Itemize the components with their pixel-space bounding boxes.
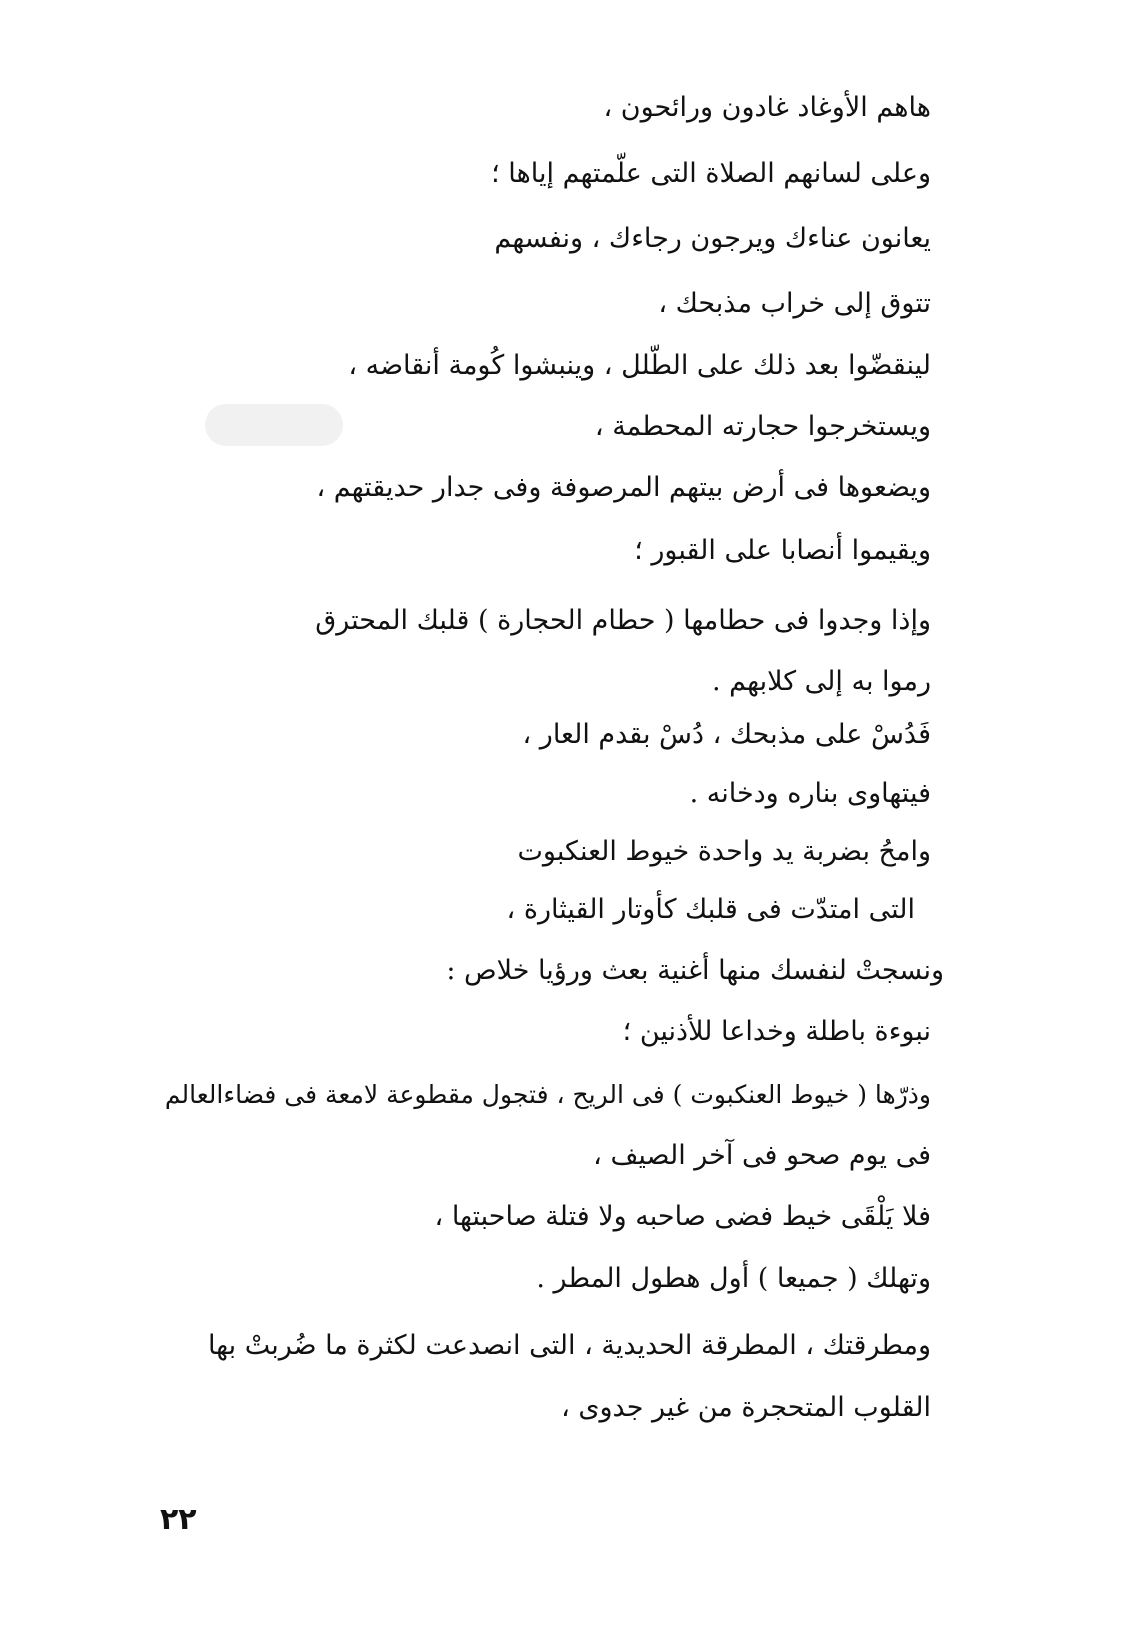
poem-line-19: فلا يَلْقَى خيط فضى صاحبه ولا فتلة صاحبتها ، (434, 1201, 931, 1232)
poem-line-13: وامحُ بضربة يد واحدة خيوط العنكبوت (517, 836, 931, 867)
poem-line-8: ويقيموا أنصابا على القبور ؛ (634, 535, 931, 566)
poem-line-7: ويضعوها فى أرض بيتهم المرصوفة وفى جدار حديقتهم ، (316, 472, 931, 503)
poem-line-3: يعانون عناءك ويرجون رجاءك ، ونفسهم (494, 223, 931, 254)
page-number: ٢٢ (160, 1502, 197, 1537)
poem-line-11: فَدُسْ على مذبحك ، دُسْ بقدم العار ، (522, 719, 931, 750)
poem-line-10: رموا به إلى كلابهم . (712, 666, 931, 697)
poem-line-20: وتهلك ( جميعا ) أول هطول المطر . (536, 1263, 931, 1294)
poem-line-12: فيتهاوى بناره ودخانه . (689, 778, 931, 809)
poem-line-14: التى امتدّت فى قلبك كأوتار القيثارة ، (506, 894, 915, 925)
poem-line-6: ويستخرجوا حجارته المحطمة ، (594, 411, 931, 442)
poem-line-5: لينقضّوا بعد ذلك على الطّلل ، وينبشوا كُومة أنقاضه ، (348, 350, 931, 381)
poem-line-21: ومطرقتك ، المطرقة الحديدية ، التى انصدعت لكثرة ما ضُربتْ بها (207, 1330, 931, 1361)
poem-line-2: وعلى لسانهم الصلاة التى علّمتهم إياها ؛ (491, 158, 931, 189)
poem-line-17: وذرّها ( خيوط العنكبوت ) فى الريح ، فتجول مقطوعة لامعة فى فضاءالعالم (164, 1080, 931, 1109)
poem-line-22: القلوب المتحجرة من غير جدوى ، (561, 1392, 931, 1423)
paper-smudge (205, 404, 343, 446)
poem-line-1: هاهم الأوغاد غادون ورائحون ، (603, 92, 931, 123)
poem-line-16: نبوءة باطلة وخداعا للأذنين ؛ (622, 1016, 931, 1047)
poem-line-9: وإذا وجدوا فى حطامها ( حطام الحجارة ) قلبك المحترق (315, 605, 931, 636)
poem-line-18: فى يوم صحو فى آخر الصيف ، (593, 1140, 931, 1171)
poem-line-15: ونسجتْ لنفسك منها أغنية بعث ورؤيا خلاص : (446, 955, 944, 986)
poem-line-4: تتوق إلى خراب مذبحك ، (658, 288, 931, 319)
